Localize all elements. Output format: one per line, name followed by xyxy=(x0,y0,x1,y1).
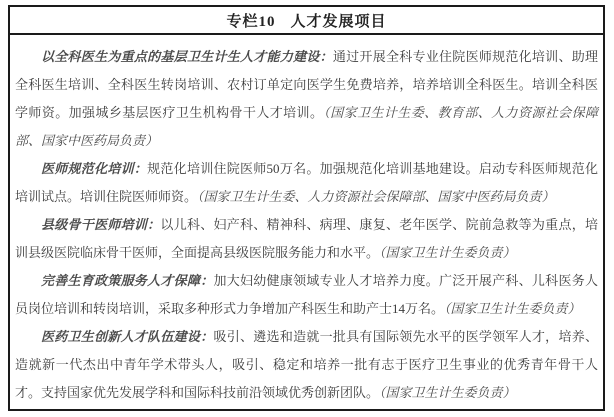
paragraph-birth-policy-service xyxy=(15,267,598,323)
panel-label: 专栏10 xyxy=(226,13,276,30)
paragraph-attribution: （国家卫生计生委负责） xyxy=(379,245,516,260)
paragraph-attribution: （国家卫生计生委负责） xyxy=(379,385,516,400)
paragraph-lead: 完善生育政策服务人才保障： xyxy=(41,273,214,288)
paragraph-text: 加大妇幼健康领域专业人才培养力度。广泛开展产科、儿科医务人员岗位培训和转岗培训，采取多种形式力争增加产科医生和助产士14万名。 xyxy=(15,273,598,316)
paragraph-lead: 医药卫生创新人才队伍建设： xyxy=(41,329,214,344)
paragraph-standardized-training xyxy=(15,155,598,211)
paragraph-text: 通过开展全科专业住院医师规范化培训、助理全科医生培训、全科医生转岗培训、农村订单定向医学生免费培养，培养培训全科医生。培训全科医学师资。加强城乡基层医疗卫生机构骨干人才培训。 xyxy=(15,49,598,120)
paragraph-text: 吸引、遴选和造就一批具有国际领先水平的医学领军人才，培养、造就新一代杰出中青年学术带头人，吸引、稳定和培养一批有志于医疗卫生事业的优秀青年骨干人才。支持国家优先发展学科和国际科技前沿领域优秀创新团队。 xyxy=(15,329,598,400)
panel-title xyxy=(10,7,603,35)
paragraph-general-practitioners xyxy=(15,43,598,155)
paragraph-lead: 县级骨干医师培训： xyxy=(41,217,161,232)
paragraph-attribution: （国家卫生计生委、人力资源社会保障部、国家中医药局负责） xyxy=(197,189,555,204)
paragraph-text: 以儿科、妇产科、精神科、病理、康复、老年医学、院前急救等为重点，培训县级医院临床骨干医师，全面提高县级医院服务能力和水平。 xyxy=(15,217,598,260)
paragraph-lead: 以全科医生为重点的基层卫生计生人才能力建设： xyxy=(41,49,333,64)
paragraph-innovation-talent-team xyxy=(15,323,598,407)
paragraph-lead: 医师规范化培训： xyxy=(41,161,148,176)
panel-body xyxy=(10,35,603,417)
paragraph-county-backbone-doctors xyxy=(15,211,598,267)
paragraph-attribution: （国家卫生计生委、教育部、人力资源社会保障部、国家中医药局负责） xyxy=(15,105,598,148)
talent-development-panel xyxy=(8,5,605,411)
paragraph-text: 规范化培训住院医师50万名。加强规范化培训基地建设。启动专科医师规范化培训试点。培训住院医师师资。 xyxy=(15,161,598,204)
paragraph-attribution: （国家卫生计生委负责） xyxy=(444,301,581,316)
panel-title-text: 人才发展项目 xyxy=(290,13,387,30)
